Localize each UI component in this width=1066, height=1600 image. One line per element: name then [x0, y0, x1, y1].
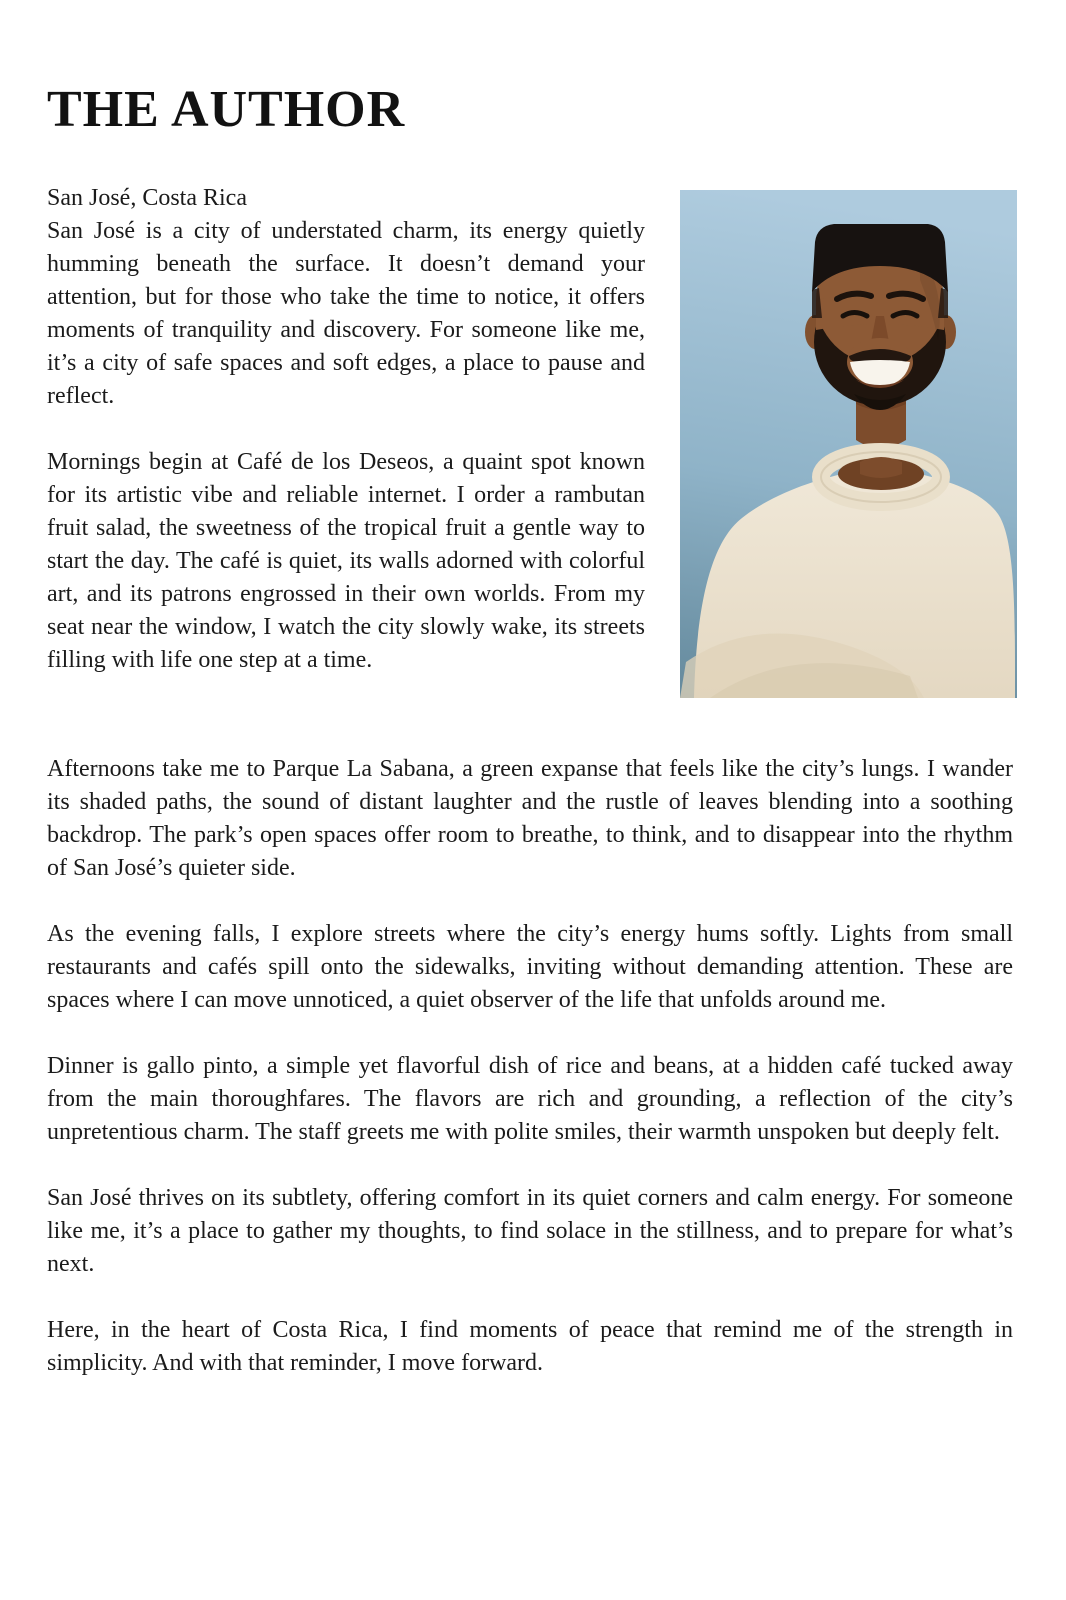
paragraph-closing: Here, in the heart of Costa Rica, I find moments of peace that remind me of the strength in simplicity. And with that reminder, I move forward.: [47, 1317, 1013, 1376]
paragraph-evening: As the evening falls, I explore streets where the city’s energy hums softly. Lights from small restaurants and cafés spill onto the sidewalks, inviting without demanding attention. These are spaces where I can move unnoticed, a quiet observer of the life that unfolds around me.: [47, 921, 1013, 1013]
intro-text-column: [47, 182, 645, 677]
paragraph-intro-2: Mornings begin at Café de los Deseos, a quaint spot known for its artistic vibe and reliable internet. I order a rambutan fruit salad, the sweetness of the tropical fruit a gentle way to start the day. The café is quiet, its walls adorned with colorful art, and its patrons engrossed in their own worlds. From my seat near the window, I watch the city slowly wake, its streets filling with life one step at a time.: [47, 449, 645, 673]
location-line: San José, Costa Rica: [47, 185, 247, 211]
body-section: [47, 753, 1013, 1380]
page-title: THE AUTHOR: [47, 81, 406, 138]
paragraph-dinner: Dinner is gallo pinto, a simple yet flavorful dish of rice and beans, at a hidden café tucked away from the main thoroughfares. The flavors are rich and grounding, a reflection of the city’s unpretentious charm. The staff greets me with polite smiles, their warmth unspoken but deeply felt.: [47, 1053, 1013, 1145]
intro-section: [47, 182, 1016, 698]
author-photo-illustration: [680, 190, 1017, 698]
paragraph-afternoons: Afternoons take me to Parque La Sabana, a green expanse that feels like the city’s lungs. I wander its shaded paths, the sound of distant laughter and the rustle of leaves blending into a soothing backdrop. The park’s open spaces offer room to breathe, to think, and to disappear into the rhythm of San José’s quieter side.: [47, 756, 1013, 881]
paragraph-subtlety: San José thrives on its subtlety, offering comfort in its quiet corners and calm energy. For someone like me, it’s a place to gather my thoughts, to find solace in the stillness, and to prepare for what’s next.: [47, 1185, 1013, 1277]
paragraph-intro-1: San José is a city of understated charm, its energy quietly humming beneath the surface. It doesn’t demand your attention, but for those who take the time to notice, it offers moments of tranquility and discovery. For someone like me, it’s a city of safe spaces and soft edges, a place to pause and reflect.: [47, 218, 645, 409]
author-photo: [680, 190, 1017, 698]
